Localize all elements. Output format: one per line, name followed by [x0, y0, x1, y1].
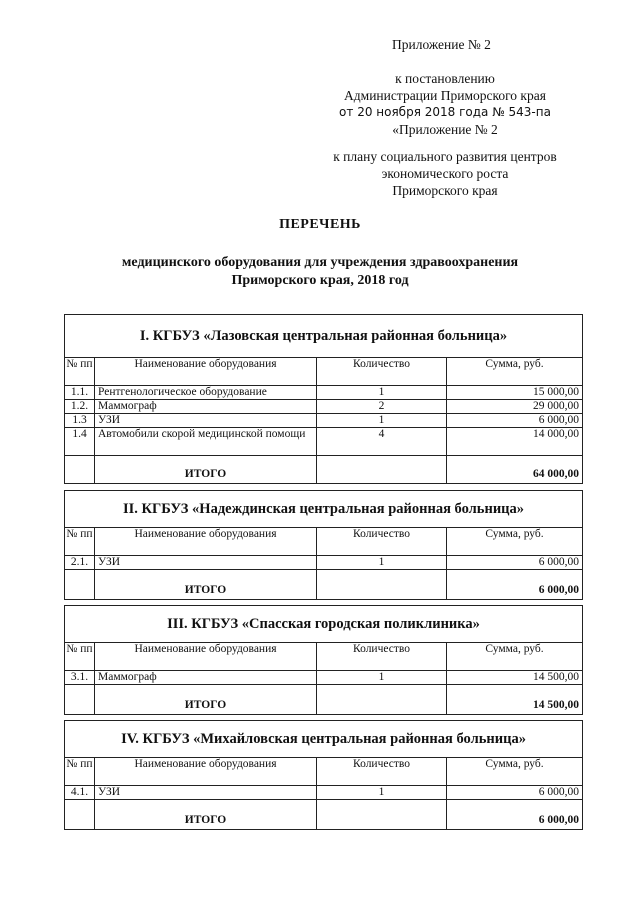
section-title: III. КГБУЗ «Спасская городская поликлиника»	[65, 606, 583, 643]
row-name: Автомобили скорой медицинской помощи	[95, 428, 317, 456]
row-qty: 1	[317, 786, 447, 800]
total-label: ИТОГО	[95, 800, 317, 830]
resolution-date: от 20 ноября 2018 года № 543-па	[339, 105, 551, 119]
section-title: IV. КГБУЗ «Михайловская центральная районная больница»	[65, 721, 583, 758]
total-empty	[317, 456, 447, 484]
appendix-label: Приложение № 2	[392, 37, 491, 52]
column-header-name: Наименование оборудования	[95, 358, 317, 386]
table-row	[65, 400, 583, 414]
column-header-num: № пп	[65, 758, 95, 786]
resolution-line: к постановлению	[395, 71, 495, 86]
row-name: УЗИ	[95, 786, 317, 800]
row-num: 3.1.	[65, 671, 95, 685]
row-name: Рентгенологическое оборудование	[95, 386, 317, 400]
row-qty: 1	[317, 671, 447, 685]
total-label: ИТОГО	[95, 685, 317, 715]
row-num: 1.4	[65, 428, 95, 456]
column-header-qty: Количество	[317, 643, 447, 671]
row-num: 1.1.	[65, 386, 95, 400]
table-row	[65, 414, 583, 428]
row-name: Маммограф	[95, 671, 317, 685]
row-sum: 6 000,00	[447, 414, 583, 428]
row-num: 4.1.	[65, 786, 95, 800]
row-num: 1.3	[65, 414, 95, 428]
plan-line: Приморского края	[392, 183, 498, 198]
table-row	[65, 556, 583, 570]
row-num: 1.2.	[65, 400, 95, 414]
row-sum: 14 500,00	[447, 671, 583, 685]
total-empty	[65, 570, 95, 600]
row-qty: 1	[317, 556, 447, 570]
section-table	[64, 490, 583, 600]
total-label: ИТОГО	[95, 570, 317, 600]
column-header-qty: Количество	[317, 358, 447, 386]
section-table	[64, 720, 583, 830]
total-empty	[317, 570, 447, 600]
document-title: ПЕРЕЧЕНЬ	[279, 217, 361, 232]
section-table	[64, 605, 583, 715]
column-header-qty: Количество	[317, 528, 447, 556]
row-sum: 14 000,00	[447, 428, 583, 456]
subtitle-line: Приморского края, 2018 год	[231, 273, 409, 288]
column-header-name: Наименование оборудования	[95, 643, 317, 671]
resolution-block	[300, 70, 590, 138]
column-header-num: № пп	[65, 358, 95, 386]
column-header-sum: Сумма, руб.	[447, 758, 583, 786]
total-empty	[65, 800, 95, 830]
table-row	[65, 428, 583, 456]
row-sum: 6 000,00	[447, 786, 583, 800]
total-sum: 14 500,00	[447, 685, 583, 715]
total-sum: 64 000,00	[447, 456, 583, 484]
row-qty: 1	[317, 414, 447, 428]
column-header-sum: Сумма, руб.	[447, 528, 583, 556]
document-subtitle	[0, 254, 640, 290]
table-row	[65, 386, 583, 400]
section-table	[64, 314, 583, 484]
total-row	[65, 800, 583, 830]
total-empty	[65, 685, 95, 715]
row-num: 2.1.	[65, 556, 95, 570]
subtitle-line: медицинского оборудования для учреждения здравоохранения	[121, 255, 519, 270]
row-qty: 2	[317, 400, 447, 414]
section-title: II. КГБУЗ «Надеждинская центральная районная больница»	[65, 491, 583, 528]
total-sum: 6 000,00	[447, 570, 583, 600]
table-row	[65, 671, 583, 685]
row-name: УЗИ	[95, 414, 317, 428]
row-name: Маммограф	[95, 400, 317, 414]
column-header-name: Наименование оборудования	[95, 528, 317, 556]
total-label: ИТОГО	[95, 456, 317, 484]
resolution-line: «Приложение № 2	[392, 122, 498, 137]
plan-line: к плану социального развития центров	[333, 149, 557, 164]
row-sum: 15 000,00	[447, 386, 583, 400]
column-header-qty: Количество	[317, 758, 447, 786]
column-header-num: № пп	[65, 643, 95, 671]
column-header-sum: Сумма, руб.	[447, 358, 583, 386]
row-qty: 4	[317, 428, 447, 456]
plan-line: экономического роста	[381, 166, 509, 181]
total-empty	[65, 456, 95, 484]
section-title: I. КГБУЗ «Лазовская центральная районная больница»	[65, 315, 583, 358]
column-header-sum: Сумма, руб.	[447, 643, 583, 671]
table-row	[65, 786, 583, 800]
column-header-name: Наименование оборудования	[95, 758, 317, 786]
total-row	[65, 685, 583, 715]
resolution-line: Администрации Приморского края	[344, 88, 546, 103]
total-empty	[317, 685, 447, 715]
row-sum: 6 000,00	[447, 556, 583, 570]
plan-block	[300, 148, 590, 199]
total-sum: 6 000,00	[447, 800, 583, 830]
row-name: УЗИ	[95, 556, 317, 570]
row-qty: 1	[317, 386, 447, 400]
total-row	[65, 456, 583, 484]
total-row	[65, 570, 583, 600]
total-empty	[317, 800, 447, 830]
column-header-num: № пп	[65, 528, 95, 556]
row-sum: 29 000,00	[447, 400, 583, 414]
